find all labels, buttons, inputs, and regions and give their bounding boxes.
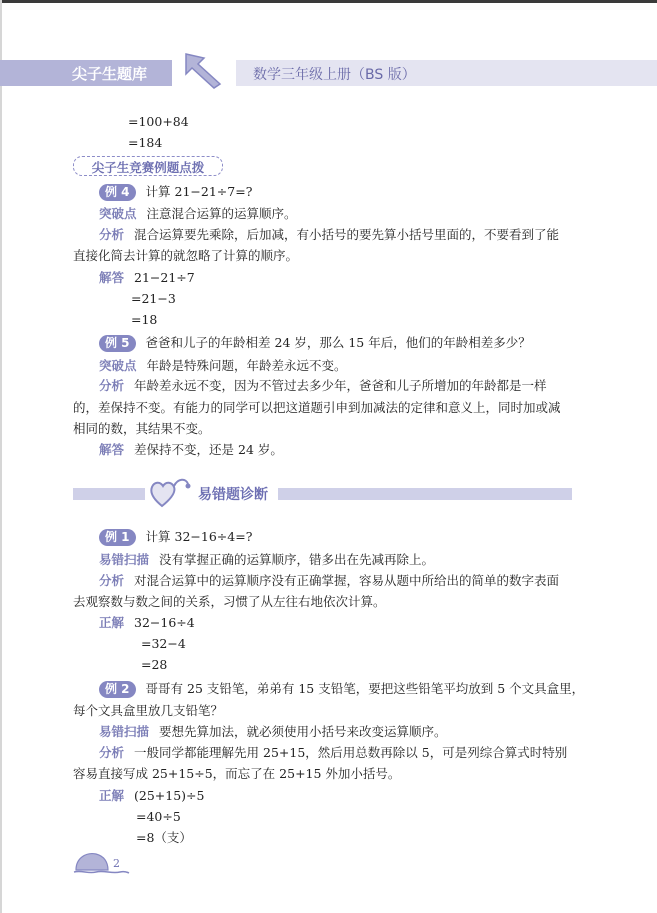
question-line: 每个文具盒里放几支铅笔？ — [73, 703, 224, 718]
answer-line: =18 — [131, 312, 158, 327]
analysis-line — [99, 572, 559, 590]
breakthrough-label: 突破点 — [99, 358, 137, 373]
arrow-icon — [178, 52, 226, 90]
error-example-2-question — [99, 680, 584, 698]
question-text: 哥哥有 25 支铅笔，弟弟有 15 支铅笔，要把这些铅笔平均放到 5 个文具盒里， — [145, 681, 585, 696]
scan-label: 易错扫描 — [99, 552, 150, 567]
scan-line — [99, 723, 447, 741]
section-bar-right — [278, 488, 572, 500]
section-title: 尖子生竞赛例题点拨 — [91, 160, 205, 175]
answer-line: =21−3 — [131, 291, 176, 306]
analysis-line: 去观察数与数之间的关系，习惯了从左往右地依次计算。 — [73, 594, 386, 609]
breakthrough-label: 突破点 — [99, 206, 137, 221]
correct-line: =28 — [141, 657, 168, 672]
whale-icon — [72, 846, 130, 876]
breakthrough-line — [99, 357, 347, 375]
error-section-title: 易错题诊断 — [192, 484, 274, 504]
scan-text: 要想先算加法，就必须使用小括号来改变运算顺序。 — [159, 724, 447, 739]
calc-line: =184 — [128, 135, 163, 150]
analysis-label: 分析 — [99, 227, 125, 242]
heart-stethoscope-icon — [148, 476, 192, 510]
header-right-banner — [236, 60, 657, 86]
analysis-text: 对混合运算中的运算顺序没有正确掌握，容易从题中所给出的简单的数字表面 — [134, 573, 560, 588]
book-title: 尖子生题库 — [72, 65, 148, 83]
calc-line: =100+84 — [128, 114, 189, 129]
question-text: 爸爸和儿子的年龄相差 24 岁，那么 15 年后，他们的年龄相差多少？ — [145, 335, 531, 350]
correct-label: 正解 — [99, 788, 125, 803]
analysis-line — [99, 744, 567, 762]
example-5-question — [99, 334, 531, 352]
example-badge: 例 2 — [99, 681, 136, 698]
correct-text: 32−16÷4 — [134, 615, 195, 630]
analysis-line — [99, 377, 547, 395]
answer-label: 解答 — [99, 442, 125, 457]
error-example-1-question — [99, 528, 252, 546]
correct-line: =32−4 — [141, 636, 186, 651]
analysis-label: 分析 — [99, 378, 125, 393]
book-subject: 数学三年级上册（BS 版） — [253, 67, 416, 83]
correct-line — [99, 614, 195, 632]
analysis-line — [99, 226, 559, 244]
analysis-line: 直接化简去计算的就忽略了计算的顺序。 — [73, 248, 299, 263]
correct-line — [99, 787, 204, 805]
section-title-box — [73, 156, 223, 176]
scan-label: 易错扫描 — [99, 724, 150, 739]
scan-line — [99, 551, 434, 569]
example-4-question — [99, 183, 252, 201]
correct-label: 正解 — [99, 615, 125, 630]
breakthrough-text: 注意混合运算的运算顺序。 — [146, 206, 297, 221]
question-text: 计算 32−16÷4=? — [145, 529, 253, 544]
analysis-label: 分析 — [99, 745, 125, 760]
example-badge: 例 4 — [99, 184, 136, 201]
answer-line — [99, 441, 283, 459]
analysis-text: 年龄差永远不变，因为不管过去多少年，爸爸和儿子所增加的年龄都是一样 — [134, 378, 547, 393]
breakthrough-line — [99, 205, 297, 223]
correct-text: (25+15)÷5 — [134, 788, 205, 803]
answer-text: 差保持不变，还是 24 岁。 — [134, 442, 283, 457]
answer-text: 21−21÷7 — [134, 270, 195, 285]
analysis-label: 分析 — [99, 573, 125, 588]
correct-line: =8（支） — [136, 830, 192, 845]
page-number: 2 — [113, 857, 120, 870]
answer-line — [99, 269, 195, 287]
answer-label: 解答 — [99, 270, 125, 285]
analysis-line: 的，差保持不变。有能力的同学可以把这道题引申到加减法的定律和意义上，同时加或减 — [73, 400, 561, 415]
example-badge: 例 5 — [99, 335, 136, 352]
header-left-banner — [0, 60, 172, 86]
analysis-line: 容易直接写成 25+15÷5，而忘了在 25+15 外加小括号。 — [73, 766, 401, 781]
section-bar-left — [73, 488, 145, 500]
breakthrough-text: 年龄是特殊问题，年龄差永远不变。 — [146, 358, 347, 373]
example-badge: 例 1 — [99, 529, 136, 546]
analysis-line: 相同的数，其结果不变。 — [73, 421, 211, 436]
question-text: 计算 21−21÷7=? — [145, 184, 253, 199]
analysis-text: 混合运算要先乘除，后加减，有小括号的要先算小括号里面的，不要看到了能 — [134, 227, 560, 242]
analysis-text: 一般同学都能理解先用 25+15，然后用总数再除以 5，可是列综合算式时特别 — [134, 745, 568, 760]
top-border — [0, 0, 657, 3]
correct-line: =40÷5 — [136, 809, 181, 824]
scan-text: 没有掌握正确的运算顺序，错多出在先减再除上。 — [159, 552, 435, 567]
left-border — [0, 0, 2, 913]
